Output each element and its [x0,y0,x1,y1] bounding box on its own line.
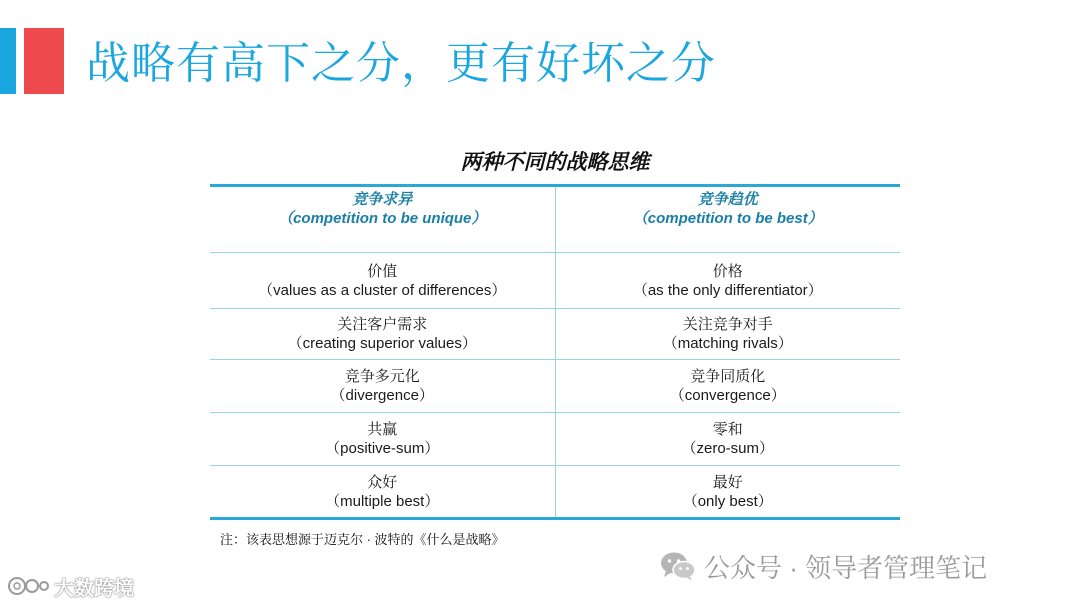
cell-en: （convergence） [669,387,786,404]
cell-en: （as the only differentiator） [632,281,823,299]
table-cell [555,253,900,309]
cell-en: （zero-sum） [681,440,774,457]
brand-logo-icon [8,574,50,598]
table-cell [210,466,555,519]
cell-zh: 众好 [367,473,398,491]
cell-en: （multiple best） [325,492,440,510]
table-cell [210,413,555,466]
strategy-comparison-table [210,184,900,520]
table-row [210,360,900,413]
table-row [210,413,900,466]
table-cell [210,309,555,360]
cell-en: （matching rivals） [662,335,793,352]
header-en: （competition to be unique） [278,210,487,227]
header-cell-best [555,186,900,253]
table-row [210,309,900,360]
table-row [210,466,900,519]
brand-logo [8,571,134,601]
watermark-text: 公众号 · 领导者管理笔记 [704,552,988,583]
cell-en: （creating superior values） [287,335,477,352]
cell-en: （only best） [682,492,773,510]
table-header-row [210,186,900,253]
accent-bar-red [24,28,64,94]
cell-zh: 共赢 [367,421,398,438]
cell-en: （divergence） [330,387,434,404]
header-zh: 竞争趋优 [697,191,758,208]
wechat-watermark [660,546,987,586]
table-cell [555,413,900,466]
table-cell [210,253,555,309]
header-zh: 竞争求异 [352,191,413,208]
cell-en: （values as a cluster of differences） [258,281,507,299]
header-en: （competition to be best） [632,210,823,227]
cell-zh: 价格 [712,262,743,280]
header-cell-unique [210,186,555,253]
accent-bar-blue [0,28,16,94]
cell-zh: 零和 [712,421,743,438]
table-cell [210,360,555,413]
wechat-icon [660,551,696,581]
cell-zh: 最好 [712,473,743,491]
slide-title: 战略有高下之分，更有好坏之分 [86,39,716,88]
table-title: 两种不同的战略思维 [460,151,650,174]
table-cell [555,309,900,360]
table-row [210,253,900,309]
table-cell [555,466,900,519]
cell-en: （positive-sum） [325,440,440,457]
cell-zh: 关注客户需求 [337,316,428,333]
cell-zh: 价值 [367,262,398,280]
cell-zh: 竞争同质化 [690,368,766,385]
cell-zh: 竞争多元化 [344,368,420,385]
source-note: 注：该表思想源于迈克尔 · 波特的《什么是战略》 [220,532,505,547]
cell-zh: 关注竞争对手 [682,316,773,333]
table-cell [555,360,900,413]
brand-logo-text: 大数跨境 [54,577,134,600]
